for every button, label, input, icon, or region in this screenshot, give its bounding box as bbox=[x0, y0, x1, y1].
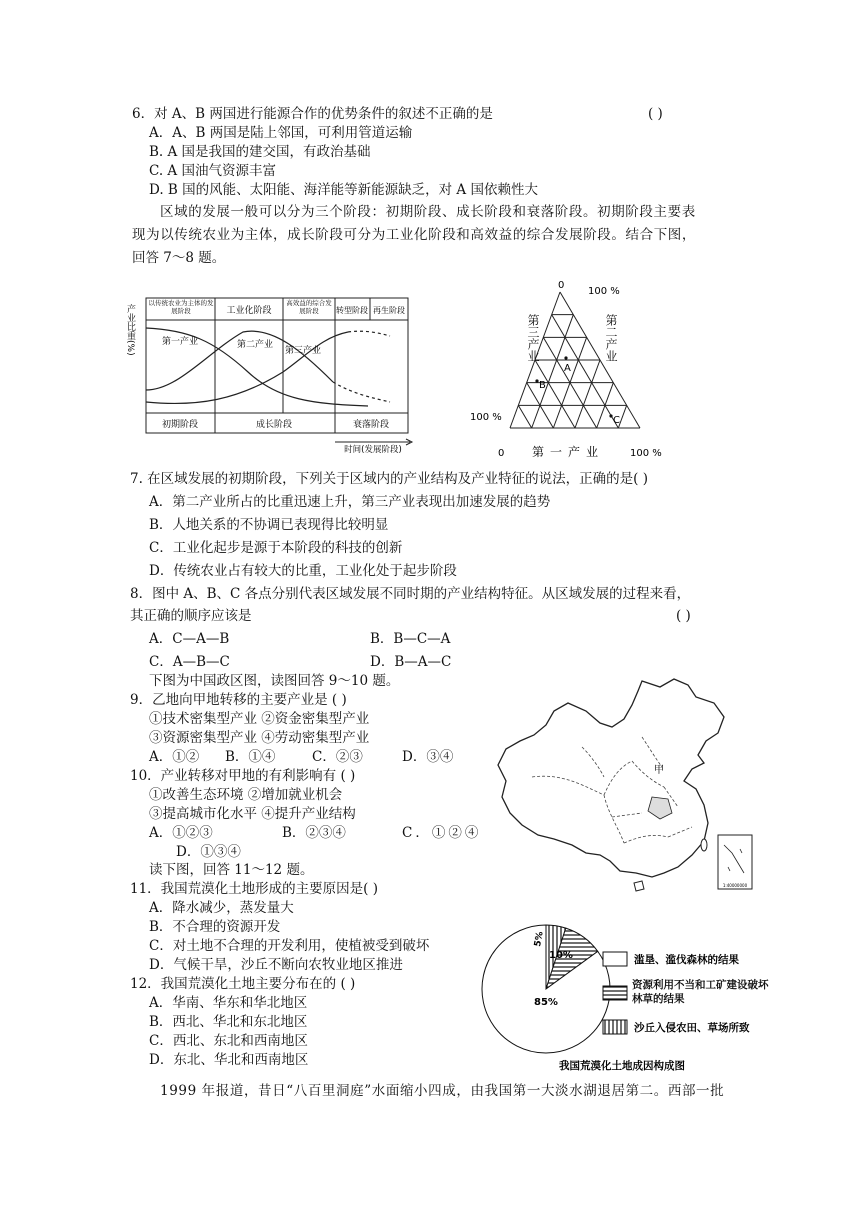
q6-option-b: B. A 国是我国的建交国，有政治基础 bbox=[149, 144, 371, 160]
q12-option-c: C．西北、东北和西南地区 bbox=[149, 1033, 308, 1049]
q11-option-a: A．降水减少，蒸发量大 bbox=[149, 900, 294, 916]
legend-swatch-2 bbox=[603, 986, 627, 1000]
q10-option-a: A．①②③ bbox=[149, 825, 213, 841]
legend-label-3: 沙丘入侵农田、草场所致 bbox=[634, 1022, 750, 1034]
legend-swatch-3 bbox=[603, 1020, 627, 1034]
point-a-label: A bbox=[564, 363, 571, 374]
development-stage-figure bbox=[125, 282, 418, 455]
x-axis-label: 时间(发展阶段) bbox=[344, 445, 402, 455]
q6-stem: 6．对 A、B 两国进行能源合作的优势条件的叙述不正确的是 bbox=[132, 106, 493, 122]
legend-swatch-1 bbox=[603, 952, 627, 966]
map-label-jia: 甲 bbox=[654, 765, 664, 776]
stage-transition: 转型阶段 bbox=[336, 306, 368, 315]
passage-line: 回答 7～8 题。 bbox=[132, 250, 226, 266]
q9-items-1: ①技术密集型产业 ②资金密集型产业 bbox=[149, 711, 370, 727]
q12-option-b: B．西北、华北和东北地区 bbox=[149, 1014, 308, 1030]
chart-title: 我国荒漠化土地成因构成图 bbox=[559, 1060, 685, 1072]
q8-option-c: C．A—B—C bbox=[149, 654, 230, 670]
q11-stem: 11．我国荒漠化土地形成的主要原因是( ) bbox=[130, 881, 379, 897]
q9-option-b: B．①④ bbox=[225, 749, 276, 765]
curve-label-secondary: 第二产业 bbox=[236, 340, 274, 350]
q8-answer-bracket: ( ) bbox=[676, 608, 691, 624]
triangle-tick-0-bottom-left: 0 bbox=[498, 448, 505, 459]
triangle-tick-100-top: 100 % bbox=[588, 286, 620, 297]
passage-line: 区域的发展一般可以分为三个阶段：初期阶段、成长阶段和衰落阶段。初期阶段主要表 bbox=[160, 204, 696, 220]
q11-option-b: B．不合理的资源开发 bbox=[149, 919, 281, 935]
axis-tertiary: 第三产业 bbox=[526, 314, 540, 362]
axis-secondary: 第二产业 bbox=[604, 314, 618, 362]
stage-initial: 初期阶段 bbox=[161, 420, 199, 430]
map-scale-label: 1:40000000 bbox=[722, 883, 748, 888]
passage-line: 现为以传统农业为主体，成长阶段可分为工业化阶段和高效益的综合发展阶段。结合下图， bbox=[132, 227, 696, 243]
pie-label-10: 10% bbox=[549, 950, 573, 961]
q12-option-a: A．华南、华东和华北地区 bbox=[149, 995, 308, 1011]
q7-option-b: B．人地关系的不协调已表现得比较明显 bbox=[149, 517, 389, 533]
industry-structure-triangle bbox=[470, 278, 670, 462]
q10-stem: 10．产业转移对甲地的有利影响有 ( ) bbox=[130, 768, 356, 784]
point-a bbox=[564, 356, 567, 359]
q9-option-a: A．①② bbox=[149, 749, 200, 765]
q8-stem-line2: 其正确的顺序应该是 bbox=[130, 608, 252, 624]
stage-agri: 以传统农业为主体的发展阶段 bbox=[148, 299, 214, 315]
q9-option-c: C．②③ bbox=[312, 749, 363, 765]
q11-option-c: C．对土地不合理的开发利用，使植被受到破坏 bbox=[149, 938, 430, 954]
q10-option-d: D．①③④ bbox=[176, 844, 241, 860]
passage-last: 1999 年报道，昔日“八百里洞庭”水面缩小四成，由我国第一大淡水湖退居第二。西部一批 bbox=[160, 1083, 725, 1099]
q7-stem: 7. 在区域发展的初期阶段，下列关于区域内的产业结构及产业特征的说法，正确的是( ) bbox=[130, 471, 648, 487]
q10-option-b: B．②③④ bbox=[282, 825, 346, 841]
q10-items-1: ①改善生态环境 ②增加就业机会 bbox=[149, 787, 343, 803]
point-c-label: C bbox=[613, 415, 620, 426]
intro-q9-10: 下图为中国政区图，读图回答 9～10 题。 bbox=[149, 673, 400, 689]
intro-q11-12: 读下图，回答 11～12 题。 bbox=[149, 862, 314, 878]
curve-label-tertiary: 第三产业 bbox=[284, 346, 322, 356]
stage-industrialization: 工业化阶段 bbox=[226, 306, 272, 316]
q7-option-a: A．第二产业所占的比重迅速上升，第三产业表现出加速发展的趋势 bbox=[149, 494, 551, 510]
legend-label-2: 资源利用不当和工矿建设破坏林草的结果 bbox=[632, 979, 769, 1005]
q8-option-a: A．C—A—B bbox=[149, 631, 230, 647]
q6-option-a: A．A、B 两国是陆上邻国，可利用管道运输 bbox=[149, 125, 413, 141]
axis-primary: 第一产业 bbox=[531, 445, 605, 459]
q9-items-2: ③资源密集型产业 ④劳动密集型产业 bbox=[149, 730, 370, 746]
stage-comprehensive: 高效益的综合发展阶段 bbox=[286, 299, 332, 315]
point-b-label: B bbox=[539, 380, 546, 391]
triangle-tick-0-top: 0 bbox=[558, 280, 565, 291]
q9-stem: 9．乙地向甲地转移的主要产业是 ( ) bbox=[130, 692, 347, 708]
stage-decline: 衰落阶段 bbox=[352, 420, 390, 430]
q8-option-b: B．B—C—A bbox=[370, 631, 451, 647]
desertification-cause-chart bbox=[476, 914, 776, 1074]
q6-answer-bracket: ( ) bbox=[648, 106, 663, 122]
y-axis-label: 产业比重(%) bbox=[125, 304, 135, 356]
q12-option-d: D．东北、华北和西南地区 bbox=[149, 1052, 309, 1068]
triangle-tick-100-bottom-right: 100 % bbox=[630, 448, 662, 459]
q8-stem-line1: 8．图中 A、B、C 各点分别代表区域发展不同时期的产业结构特征。从区域发展的过程来看， bbox=[130, 586, 691, 602]
curve-label-primary: 第一产业 bbox=[161, 337, 199, 347]
q6-option-c: C. A 国油气资源丰富 bbox=[149, 163, 276, 179]
china-political-map bbox=[492, 677, 760, 899]
pie-label-85: 85% bbox=[534, 997, 558, 1008]
q10-option-c: C．①②④ bbox=[402, 825, 482, 841]
triangle-tick-100-left: 100 % bbox=[470, 412, 502, 423]
q8-option-d: D．B—A—C bbox=[370, 654, 452, 670]
q10-items-2: ③提高城市化水平 ④提升产业结构 bbox=[149, 806, 356, 822]
q9-option-d: D．③④ bbox=[402, 749, 454, 765]
pie-label-5: 5% bbox=[533, 930, 546, 948]
q12-stem: 12．我国荒漠化土地主要分布在的 ( ) bbox=[130, 976, 356, 992]
legend-label-1: 滥垦、滥伐森林的结果 bbox=[634, 954, 739, 966]
stage-regeneration: 再生阶段 bbox=[373, 306, 405, 315]
q7-option-d: D．传统农业占有较大的比重，工业化处于起步阶段 bbox=[149, 563, 457, 579]
stage-growth: 成长阶段 bbox=[255, 420, 293, 430]
q6-option-d: D. B 国的风能、太阳能、海洋能等新能源缺乏，对 A 国依赖性大 bbox=[149, 182, 538, 198]
q11-option-d: D．气候干旱，沙丘不断向农牧业地区推进 bbox=[149, 957, 403, 973]
q7-option-c: C．工业化起步是源于本阶段的科技的创新 bbox=[149, 540, 403, 556]
